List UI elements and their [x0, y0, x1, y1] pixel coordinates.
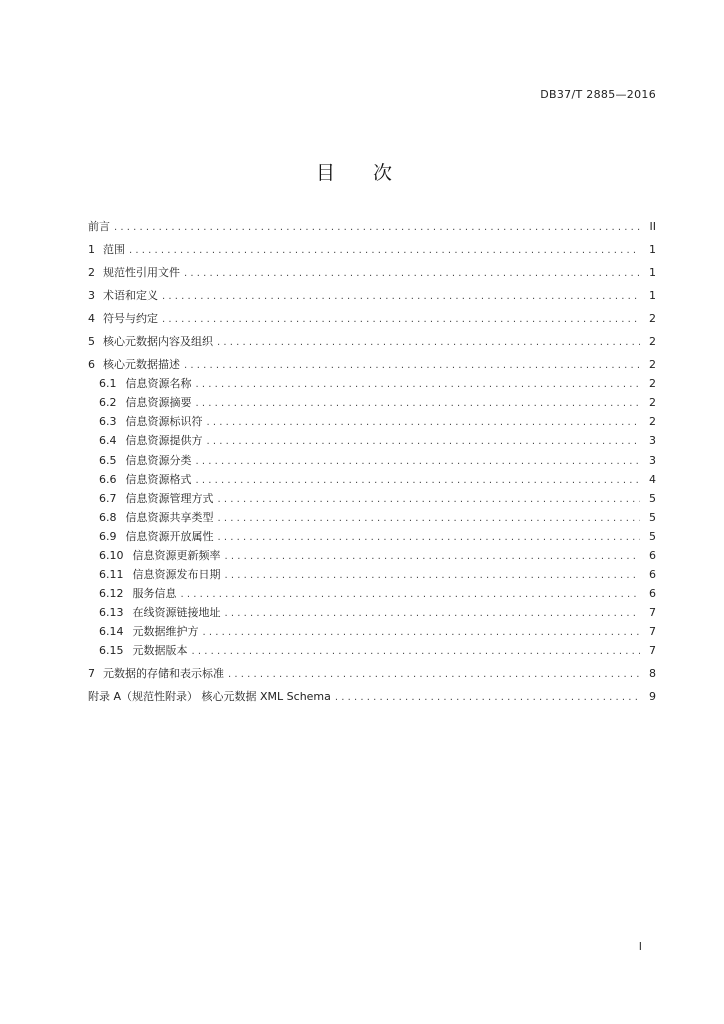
toc-entry-page: 5 [649, 529, 656, 543]
toc-leader-dots [228, 665, 640, 684]
toc-leader-dots [196, 375, 641, 394]
toc-leader-dots [184, 264, 640, 283]
toc-entry-number: 5 [88, 335, 95, 349]
toc-entry-number: 6.11 [99, 567, 124, 581]
toc-entry-page: 2 [649, 396, 656, 410]
toc-entry-label: 信息资源分类 [125, 453, 192, 467]
toc-entry-page: 6 [649, 586, 656, 600]
toc-entry-label: 范围 [103, 243, 125, 257]
toc-leader-dots [184, 356, 640, 375]
toc-entry-page: 4 [649, 472, 656, 486]
toc-entry-1[interactable] [88, 240, 656, 259]
toc-entry-number: 6.12 [99, 586, 124, 600]
toc-entry-label: 术语和定义 [103, 289, 158, 303]
toc-entry-number: 6.14 [99, 624, 124, 638]
toc-leader-dots [181, 585, 641, 604]
toc-entry-6-3[interactable] [88, 412, 656, 431]
toc-entry-6-8[interactable] [88, 508, 656, 527]
toc-entry-page: 5 [649, 510, 656, 524]
toc-leader-dots [196, 452, 641, 471]
toc-leader-dots [114, 218, 640, 237]
toc-entry-6-2[interactable] [88, 393, 656, 412]
toc-entry-label: 信息资源提供方 [125, 434, 203, 448]
toc-entry-label: 信息资源管理方式 [125, 491, 214, 505]
toc-entry-6-1[interactable] [88, 374, 656, 393]
toc-leader-dots [207, 432, 641, 451]
toc-entry-6-9[interactable] [88, 527, 656, 546]
toc-entry-label: 信息资源标识符 [125, 415, 203, 429]
toc-entry-page: 6 [649, 567, 656, 581]
toc-leader-dots [207, 413, 641, 432]
toc-entry-page: 1 [649, 289, 656, 303]
toc-entry-6-7[interactable] [88, 489, 656, 508]
toc-entry-page: 9 [649, 690, 656, 704]
toc-entry-number: 6.15 [99, 643, 124, 657]
toc-entry-number: 6.5 [99, 453, 117, 467]
toc-entry-number: 2 [88, 266, 95, 280]
toc-entry-page: 6 [649, 548, 656, 562]
toc-entry-number: 6.7 [99, 491, 117, 505]
toc-entry-6-12[interactable] [88, 584, 656, 603]
toc-entry-number: 6.9 [99, 529, 117, 543]
toc-entry-page: II [649, 220, 656, 233]
toc-entry-appendix-a[interactable] [88, 687, 656, 706]
page-title: 目 次 [315, 162, 409, 184]
toc-entry-number: 6.3 [99, 415, 117, 429]
toc-leader-dots [218, 490, 641, 509]
toc-entry-label: 在线资源链接地址 [132, 605, 221, 619]
toc-entry-page: 3 [649, 453, 656, 467]
toc-entry-6-5[interactable] [88, 451, 656, 470]
toc-entry-page: 1 [649, 243, 656, 257]
toc-entry-number: 1 [88, 243, 95, 257]
toc-entry-label: 附录 A（规范性附录） 核心元数据 XML Schema [88, 690, 331, 704]
toc-entry-number: 6 [88, 358, 95, 372]
toc-entry-label: 元数据的存储和表示标准 [103, 667, 224, 681]
toc-entry-number: 4 [88, 312, 95, 326]
toc-entry-3[interactable] [88, 286, 656, 305]
toc-entry-page: 3 [649, 434, 656, 448]
page-number: I [638, 940, 642, 953]
toc-leader-dots [225, 566, 641, 585]
toc-entry-label: 服务信息 [132, 586, 177, 600]
toc-entry-page: 2 [649, 335, 656, 349]
toc-leader-dots [129, 241, 640, 260]
toc-entry-label: 元数据维护方 [132, 624, 199, 638]
toc-leader-dots [218, 528, 641, 547]
toc-entry-label: 前言 [88, 220, 110, 233]
toc-entry-6-13[interactable] [88, 603, 656, 622]
toc-leader-dots [217, 333, 640, 352]
toc-entry-6-4[interactable] [88, 431, 656, 450]
toc-entry-number: 6.4 [99, 434, 117, 448]
toc-entry-label: 核心元数据描述 [103, 358, 180, 372]
toc-entry-label: 信息资源发布日期 [132, 567, 221, 581]
toc-leader-dots [196, 471, 641, 490]
toc-leader-dots [162, 287, 640, 306]
toc-entry-6-6[interactable] [88, 470, 656, 489]
toc-entry-6-11[interactable] [88, 565, 656, 584]
toc-entry-page: 1 [649, 266, 656, 280]
toc-entry-number: 3 [88, 289, 95, 303]
toc-entry-number: 7 [88, 667, 95, 681]
toc-entry-label: 元数据版本 [132, 643, 188, 657]
toc-entry-label: 符号与约定 [103, 312, 158, 326]
toc-entry-number: 6.13 [99, 605, 124, 619]
toc-entry-label: 规范性引用文件 [103, 266, 180, 280]
toc-entry-6-15[interactable] [88, 641, 656, 660]
toc-leader-dots [196, 394, 641, 413]
toc-entry-label: 信息资源摘要 [125, 396, 192, 410]
toc-entry-4[interactable] [88, 309, 656, 328]
toc-entry-page: 7 [649, 643, 656, 657]
toc-entry-number: 6.6 [99, 472, 117, 486]
toc-entry-6-14[interactable] [88, 622, 656, 641]
toc-entry-page: 2 [649, 358, 656, 372]
toc-entry-number: 6.1 [99, 377, 117, 391]
toc-entry-label: 核心元数据内容及组织 [103, 335, 213, 349]
document-code: DB37/T 2885—2016 [540, 88, 656, 101]
toc-entry-6[interactable] [88, 355, 656, 374]
toc-leader-dots [218, 509, 641, 528]
toc-entry-page: 5 [649, 491, 656, 505]
toc-entry-number: 6.10 [99, 548, 124, 562]
toc-leader-dots [225, 604, 641, 623]
toc-leader-dots [162, 310, 640, 329]
toc-entry-page: 2 [649, 415, 656, 429]
toc-entry-page: 8 [649, 667, 656, 681]
toc-entry-label: 信息资源名称 [125, 377, 192, 391]
toc-entry-5[interactable] [88, 332, 656, 351]
toc-entry-label: 信息资源更新频率 [132, 548, 221, 562]
toc-entry-number: 6.8 [99, 510, 117, 524]
toc-entry-page: 2 [649, 312, 656, 326]
toc-leader-dots [203, 623, 641, 642]
toc-entry-2[interactable] [88, 263, 656, 282]
toc-entry-page: 7 [649, 624, 656, 638]
toc-entry-foreword[interactable] [88, 217, 656, 236]
toc-leader-dots [335, 688, 640, 707]
toc-entry-label: 信息资源格式 [125, 472, 192, 486]
toc-entry-6-10[interactable] [88, 546, 656, 565]
toc-entry-label: 信息资源共享类型 [125, 510, 214, 524]
toc-leader-dots [225, 547, 641, 566]
toc-entry-number: 6.2 [99, 396, 117, 410]
toc-leader-dots [192, 642, 641, 661]
toc-entry-page: 2 [649, 377, 656, 391]
toc-entry-page: 7 [649, 605, 656, 619]
toc-entry-label: 信息资源开放属性 [125, 529, 214, 543]
toc-entry-7[interactable] [88, 664, 656, 683]
table-of-contents [88, 217, 656, 706]
